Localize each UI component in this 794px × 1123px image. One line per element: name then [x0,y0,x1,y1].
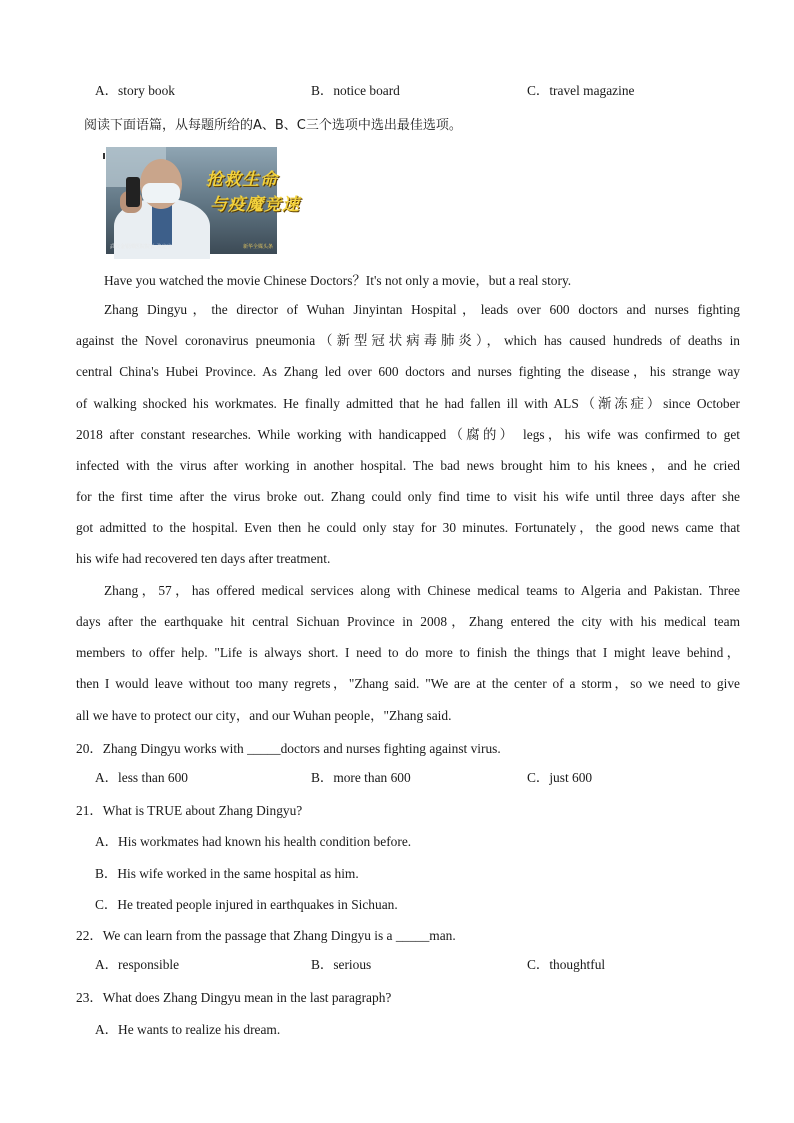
question-21-stem: 21．What is TRUE about Zhang Dingyu? [76,803,303,818]
passage-line: then I would leave without too many regrets，"Zhang said. "We are at the center of a storm，so we need to give [76,676,740,691]
question-20-options [0,769,794,787]
option-a: A．story book [95,83,175,98]
passage-line: infected with the virus after working in another hospital. The bad news brought him to his knees，and he cried [76,458,740,473]
passage-line: for the first time after the virus broke out. Zhang could only find time to visit his wife until three days after she [76,489,740,504]
option-c: C．He treated people injured in earthquakes in Sichuan. [95,897,398,912]
passage-line: Zhang，57，has offered medical services along with Chinese medical teams to Algeria and Pakistan. Three [104,583,740,598]
option-c: C．thoughtful [527,957,606,972]
passage-line: got admitted to the hospital. Even then he could only stay for 30 minutes. Fortunately，the good news came that [76,520,740,535]
passage-line: all we have to protect our city，and our Wuhan people，"Zhang said. [76,708,452,723]
prev-question-options [0,82,794,100]
passage-line: Zhang Dingyu，the director of Wuhan Jinyintan Hospital，leads over 600 doctors and nurses fighting [104,302,740,317]
passage-line: of walking shocked his workmates. He finally admitted that he had fallen ill with ALS（渐冻症）since October [76,396,740,411]
photo-caption-line1: 抢救生命 [206,170,278,190]
option-b: B．more than 600 [311,770,411,785]
photo-brand: 新华全媒头条 [242,244,273,250]
option-a: A．responsible [95,957,180,972]
phone-icon [126,177,140,207]
passage-line: 2018 after constant researches. While working with handicapped（腐的） legs，his wife was confirmed to get [76,427,740,442]
question-22-options [0,956,794,974]
passage-line: days after the earthquake hit central Sichuan Province in 2008，Zhang entered the city with his medical team [76,614,740,629]
passage-paragraph-1: Have you watched the movie Chinese Doctors？It's not only a movie，but a real story. [104,273,572,288]
reading-instruction: 阅读下面语篇，从每题所给的A、B、C三个选项中选出最佳选项。 [84,118,462,133]
option-b: B．notice board [311,83,400,98]
photo-credit: 武汉金银潭医院院长 张定宇 [110,244,172,250]
passage-line: against the Novel coronavirus pneumonia（新型冠状病毒肺炎），which has caused hundreds of deaths in [76,333,740,348]
passage-line: central China's Hubei Province. As Zhang led over 600 doctors and nurses fighting the disease，his strange way [76,364,740,379]
option-a: A．He wants to realize his dream. [95,1022,281,1037]
question-23-stem: 23．What does Zhang Dingyu mean in the last paragraph? [76,990,392,1005]
question-20-stem: 20．Zhang Dingyu works with _____doctors and nurses fighting against virus. [76,741,501,756]
question-22-stem: 22．We can learn from the passage that Zhang Dingyu is a _____man. [76,928,456,943]
option-a: A．His workmates had known his health condition before. [95,834,412,849]
option-c: C．just 600 [527,770,593,785]
option-a: A．less than 600 [95,770,188,785]
passage-line: his wife had recovered ten days after treatment. [76,551,331,566]
option-b: B．His wife worked in the same hospital as him. [95,866,359,881]
option-c: C．travel magazine [527,83,635,98]
photo-caption-line2: 与疫魔竞速 [210,195,300,215]
option-b: B．serious [311,957,372,972]
anchor-mark [103,153,105,159]
news-photo [106,147,300,254]
passage-line: members to offer help. "Life is always short. I need to do more to finish the things that I might leave behind， [76,645,740,660]
